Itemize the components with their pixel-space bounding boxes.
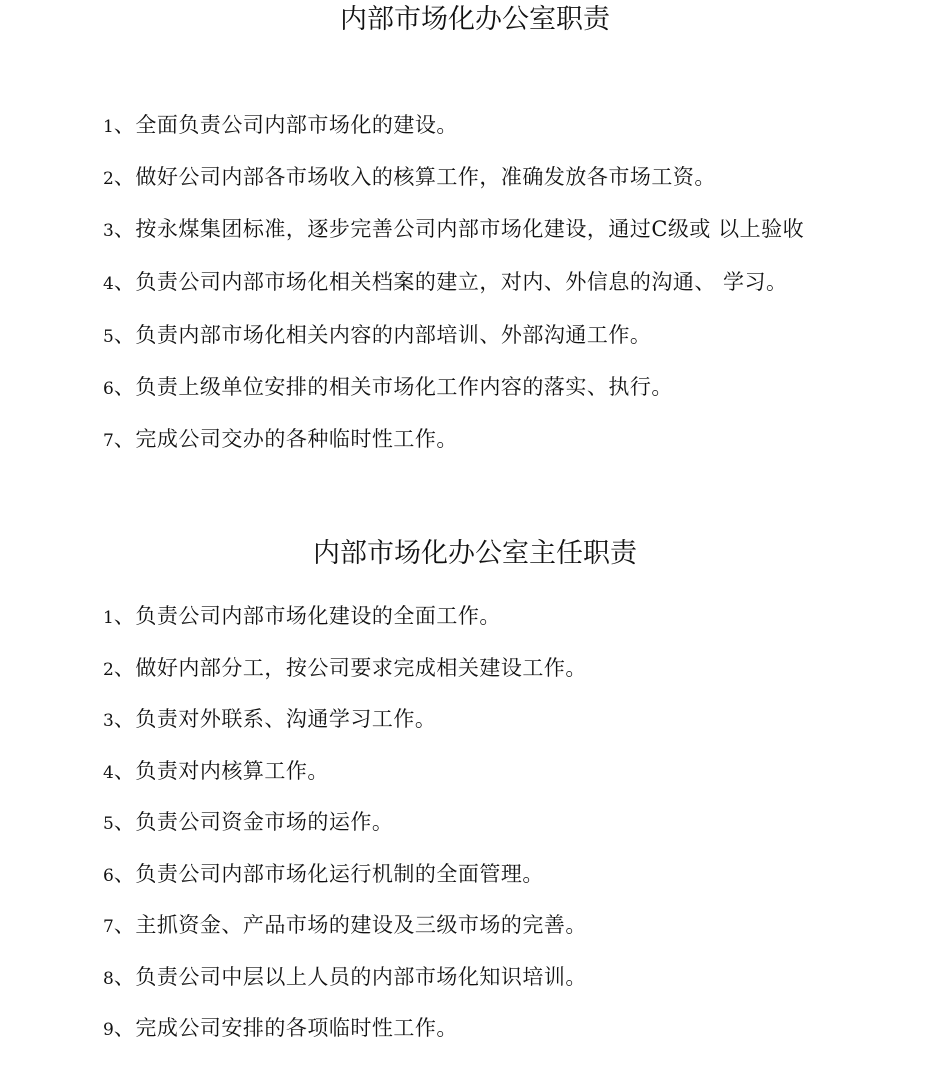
- list-item: [103, 807, 838, 840]
- list-item: [103, 859, 838, 892]
- duty-list: [103, 110, 838, 476]
- item-text: 、完成公司交办的各种临时性工作。: [113, 427, 458, 451]
- item-number: 2: [103, 169, 114, 189]
- section-title: 内部市场化办公室职责: [340, 4, 610, 35]
- item-text: 、负责公司内部市场化运行机制的全面管理。: [113, 861, 544, 886]
- item-text: 、做好公司内部各市场收入的核算工作，准确发放各市场工资。: [113, 165, 716, 189]
- list-item: [103, 704, 838, 737]
- item-text: 、负责内部市场化相关内容的内部培训、外部沟通工作。: [113, 323, 652, 347]
- item-text: 、负责上级单位安排的相关市场化工作内容的落实、执行。: [113, 375, 673, 399]
- duty-list: [103, 601, 838, 1065]
- item-text: 、负责公司内部市场化建设的全面工作。: [113, 604, 501, 628]
- item-number: 6: [103, 865, 114, 886]
- item-number: 6: [103, 379, 114, 399]
- list-item: [103, 1013, 838, 1046]
- list-item: [103, 962, 838, 995]
- item-number: 4: [103, 274, 114, 294]
- list-item: [103, 110, 838, 143]
- item-text: 、负责公司资金市场的运作。: [113, 810, 394, 834]
- item-text: 、主抓资金、产品市场的建设及三级市场的完善。: [113, 913, 587, 937]
- item-text: 、做好内部分工，按公司要求完成相关建设工作。: [113, 655, 587, 680]
- item-text: 、完成公司安排的各项临时性工作。: [113, 1016, 458, 1040]
- item-number: 1: [103, 117, 114, 137]
- list-item: [103, 653, 838, 686]
- list-item: [103, 424, 838, 457]
- item-number: 1: [103, 608, 114, 628]
- list-item: [103, 372, 838, 405]
- item-text: 、全面负责公司内部市场化的建设。: [113, 113, 458, 137]
- item-text: 、按永煤集团标准，逐步完善公司内部市场化建设，通过C级或 以上验收: [113, 217, 805, 241]
- item-number: 2: [103, 659, 114, 680]
- item-number: 9: [103, 1020, 114, 1040]
- item-number: 7: [103, 917, 114, 937]
- item-number: 4: [103, 762, 114, 783]
- list-item: [103, 756, 838, 789]
- list-item: [103, 910, 838, 943]
- item-number: 8: [103, 968, 114, 989]
- list-item: [103, 214, 838, 247]
- list-item: [103, 601, 838, 634]
- item-number: 5: [103, 327, 114, 347]
- list-item: [103, 320, 838, 353]
- item-number: 3: [103, 221, 114, 241]
- section-title: 内部市场化办公室主任职责: [313, 538, 637, 569]
- item-number: 7: [103, 431, 114, 451]
- item-number: 5: [103, 814, 114, 834]
- list-item: [103, 267, 838, 300]
- item-text: 、负责公司中层以上人员的内部市场化知识培训。: [113, 964, 587, 989]
- item-text: 、负责公司内部市场化相关档案的建立，对内、外信息的沟通、 学习。: [113, 270, 788, 294]
- item-text: 、负责对内核算工作。: [113, 758, 329, 783]
- item-number: 3: [103, 711, 114, 731]
- list-item: [103, 162, 838, 195]
- item-text: 、负责对外联系、沟通学习工作。: [113, 707, 437, 731]
